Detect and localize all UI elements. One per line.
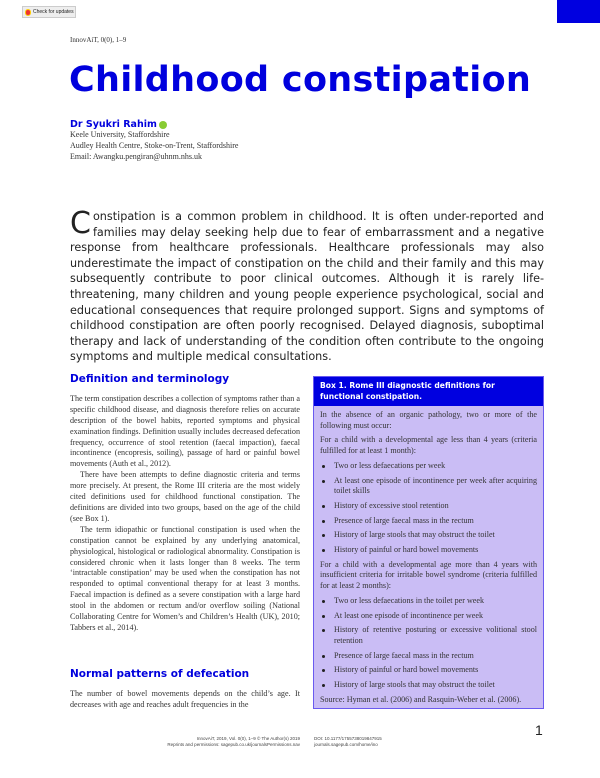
box-group-label: For a child with a developmental age less than 4 years (criteria fulfilled for at least 1 month):	[320, 435, 537, 456]
check-for-updates-badge[interactable]: Check for updates	[22, 6, 76, 18]
list-item: History of painful or hard bowel movements	[320, 665, 537, 676]
author-name: Dr Syukri Rahim	[70, 119, 167, 130]
footer-doi-link[interactable]: DOI: 10.1177/1755738019847915	[314, 736, 382, 741]
list-item: History of painful or hard bowel movements	[320, 545, 537, 556]
paragraph: The term constipation describes a collection of symptoms rather than a specific childhood disease, and diagnosis therefore relies on accurate description of the bowel habits, reported symptoms and physical examination findings. Definition usually includes decreased defecation frequency, occurrence of stool retention (faecal impaction), faecal incontinence (encopresis, soiling), passage of hard or painful bowel movements (Auth et al., 2012).	[70, 393, 300, 469]
orcid-icon[interactable]	[159, 121, 167, 129]
drop-cap: C	[70, 206, 91, 241]
paragraph: The number of bowel movements depends on the child’s age. It decreases with age and reaches adult frequencies in the	[70, 688, 300, 709]
criteria-list-over-4	[320, 596, 537, 691]
section-normal-patterns	[70, 669, 300, 711]
corner-accent-block	[557, 0, 600, 23]
footer-journal-link[interactable]: journals.sagepub.com/home/ino	[314, 742, 378, 747]
page-number: 1	[535, 722, 543, 738]
list-item: Presence of large faecal mass in the rectum	[320, 516, 537, 527]
list-item: Presence of large faecal mass in the rectum	[320, 651, 537, 662]
box-title: Box 1. Rome III diagnostic definitions for functional constipation.	[314, 377, 543, 406]
box-intro: In the absence of an organic pathology, two or more of the following must occur:	[320, 410, 537, 430]
box-1	[313, 376, 544, 709]
page-title: Childhood constipation	[69, 60, 532, 100]
journal-reference: InnovAiT, 0(0), 1–9	[70, 36, 127, 44]
footer-permissions-link[interactable]: Reprints and permissions: sagepub.co.uk/journalsPermissions.nav	[167, 742, 300, 747]
list-item: History of retentive posturing or excessive volitional stool retention	[320, 625, 537, 646]
section-heading: Normal patterns of defecation	[70, 668, 250, 680]
list-item: Two or less defaecations in the toilet per week	[320, 596, 537, 607]
footer-left	[150, 736, 300, 748]
intro-paragraph: Constipation is a common problem in childhood. It is often under-reported and families may delay seeking help due to fear of embarrassment and a negative response from healthcare professionals. Healthcare professionals may also underestimate the impact of constipation on the child and their family and this may subsequently contribute to poor clinical outcomes. Although it is rarely life-threatening, many children and young people experience psychological, social and educational consequences that require prolonged support. Signs and symptoms of childhood constipation are often poorly recognised. Delayed diagnosis, suboptimal therapy and lack of understanding of the condition often contribute to the ongoing symptoms and multiple medical consultations.	[70, 206, 544, 364]
author-email[interactable]: Email: Awangku.pengiran@uhnm.nhs.uk	[70, 152, 202, 161]
paragraph: The term idiopathic or functional constipation is used when the constipation cannot be explained by any underlying anatomical, physiological, histological or radiological abnormality. Constipation is considered chronic when it lasts longer than 8 weeks. The term ‘intractable constipation’ may be used when the constipation has not responded to optimal conventional therapy for at least 3 months. Faecal impaction is defined as a severe constipation with a large hard stool in the abdomen or rectum and/or overflow soiling (National Collaborating Centre for Women’s and Children’s Health (UK), 2010; Tabbers et al., 2014).	[70, 524, 300, 632]
list-item: Two or less defaecations per week	[320, 461, 537, 472]
list-item: History of large stools that may obstruct the toilet	[320, 530, 537, 541]
criteria-list-under-4	[320, 461, 537, 556]
box-source: Source: Hyman et al. (2006) and Rasquin-Weber et al. (2006).	[320, 694, 522, 704]
footer-copyright: InnovAiT, 2019, Vol. 0(0), 1–9 © The Author(s) 2019	[196, 736, 300, 741]
footer-right	[314, 736, 382, 748]
section-definition	[70, 374, 300, 634]
paragraph: There have been attempts to define diagnostic criteria and terms more precisely. At present, the Rome III criteria are the most widely cited definitions used for childhood functional constipation. The definitions are divided into two groups, based on the age of the child (see Box 1).	[70, 470, 300, 523]
box-group-label: For a child with a developmental age more than 4 years with insufficient criteria for irritable bowel syndrome (criteria fulfilled for at least 2 months):	[320, 559, 537, 591]
section-heading: Definition and terminology	[70, 373, 230, 385]
author-affiliation: Audley Health Centre, Stoke-on-Trent, Staffordshire	[70, 141, 239, 150]
list-item: At least one episode of incontinence per week after acquiring toilet skills	[320, 476, 537, 497]
list-item: History of large stools that may obstruct the toilet	[320, 680, 537, 691]
list-item: At least one episode of incontinence per week	[320, 611, 537, 622]
list-item: History of excessive stool retention	[320, 501, 537, 512]
bookmark-icon	[25, 9, 31, 16]
author-affiliation: Keele University, Staffordshire	[70, 130, 170, 139]
